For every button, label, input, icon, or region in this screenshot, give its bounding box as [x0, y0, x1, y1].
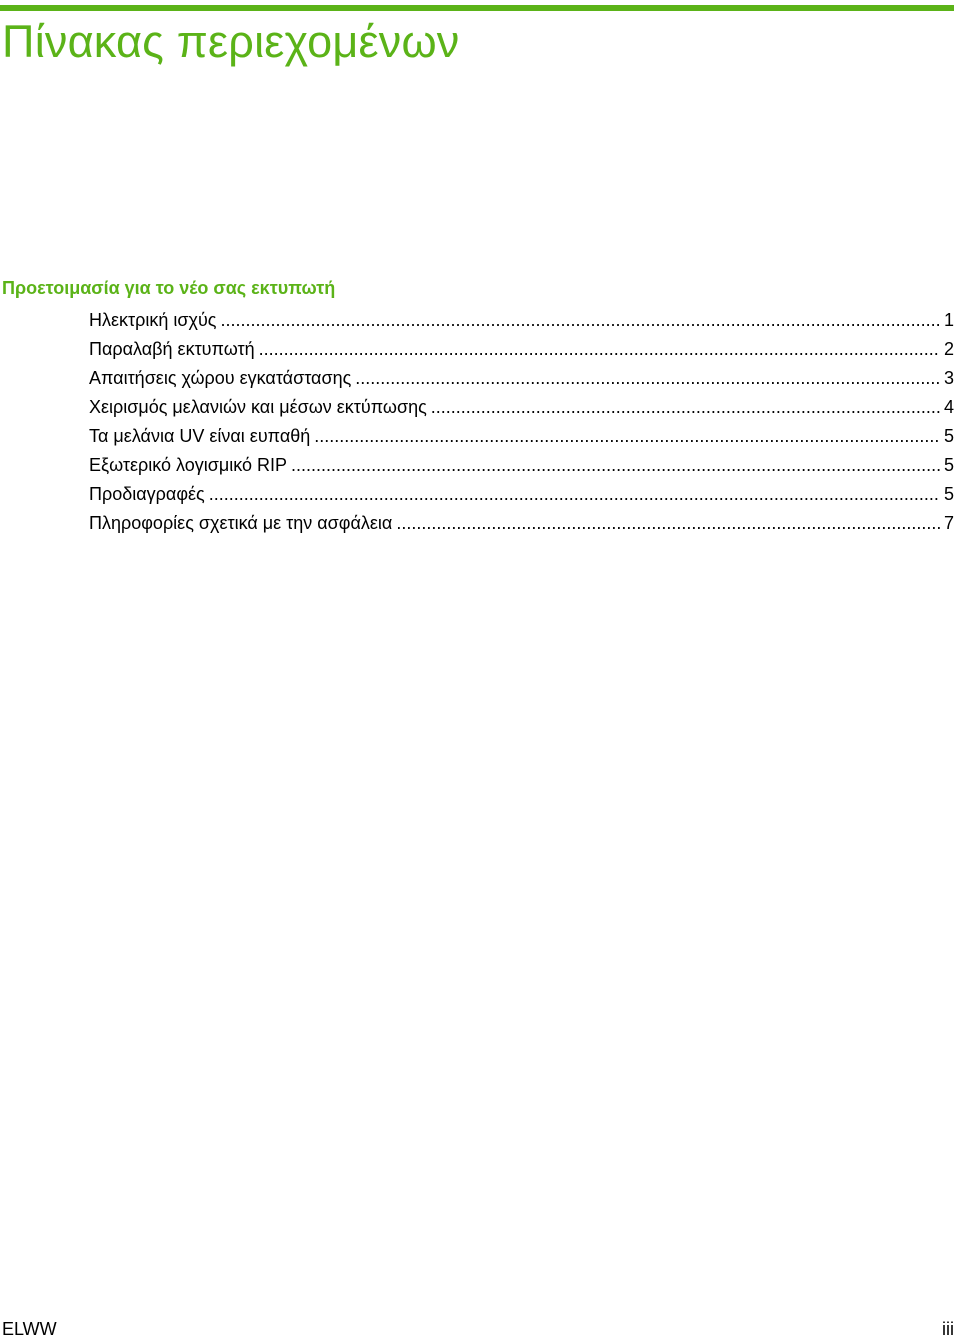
toc-entry-label: Εξωτερικό λογισμικό RIP: [89, 455, 288, 475]
toc-dot-leader: [220, 306, 940, 335]
toc-dot-leader: [396, 509, 940, 538]
toc-dot-leader: [291, 451, 940, 480]
toc-entry-page: 1: [943, 310, 954, 330]
toc-dot-leader: [314, 422, 940, 451]
toc-entry-label: Πληροφορίες σχετικά με την ασφάλεια: [89, 513, 393, 533]
toc-entry[interactable]: [89, 422, 954, 451]
toc-entry[interactable]: [89, 480, 954, 509]
section-heading: Προετοιμασία για το νέο σας εκτυπωτή: [2, 278, 336, 298]
toc-entry-page: 4: [943, 397, 954, 417]
toc-entry-page: 5: [943, 484, 954, 504]
toc-dot-leader: [355, 364, 940, 393]
toc-dot-leader: [431, 393, 940, 422]
toc-list: [89, 306, 954, 538]
toc-dot-leader: [259, 335, 940, 364]
toc-entry-page: 7: [943, 513, 954, 533]
toc-entry-label: Χειρισμός μελανιών και μέσων εκτύπωσης: [89, 397, 427, 417]
toc-entry-page: 3: [943, 368, 954, 388]
toc-entry[interactable]: [89, 364, 954, 393]
toc-entry[interactable]: [89, 509, 954, 538]
toc-entry-page: 5: [943, 426, 954, 446]
toc-entry[interactable]: [89, 306, 954, 335]
toc-entry-page: 2: [943, 339, 954, 359]
footer-doc-code: ELWW: [2, 1319, 57, 1339]
toc-entry-label: Προδιαγραφές: [89, 484, 205, 504]
toc-entry-label: Ηλεκτρική ισχύς: [89, 310, 217, 330]
toc-entry-page: 5: [943, 455, 954, 475]
footer-page-number: iii: [942, 1319, 954, 1339]
toc-entry[interactable]: [89, 393, 954, 422]
toc-entry-label: Απαιτήσεις χώρου εγκατάστασης: [89, 368, 352, 388]
toc-entry[interactable]: [89, 335, 954, 364]
top-accent-rule: [0, 5, 954, 11]
toc-dot-leader: [209, 480, 940, 509]
page-title: Πίνακας περιεχομένων: [2, 16, 460, 67]
toc-entry-label: Τα μελάνια UV είναι ευπαθή: [89, 426, 311, 446]
toc-entry-label: Παραλαβή εκτυπωτή: [89, 339, 255, 359]
toc-entry[interactable]: [89, 451, 954, 480]
